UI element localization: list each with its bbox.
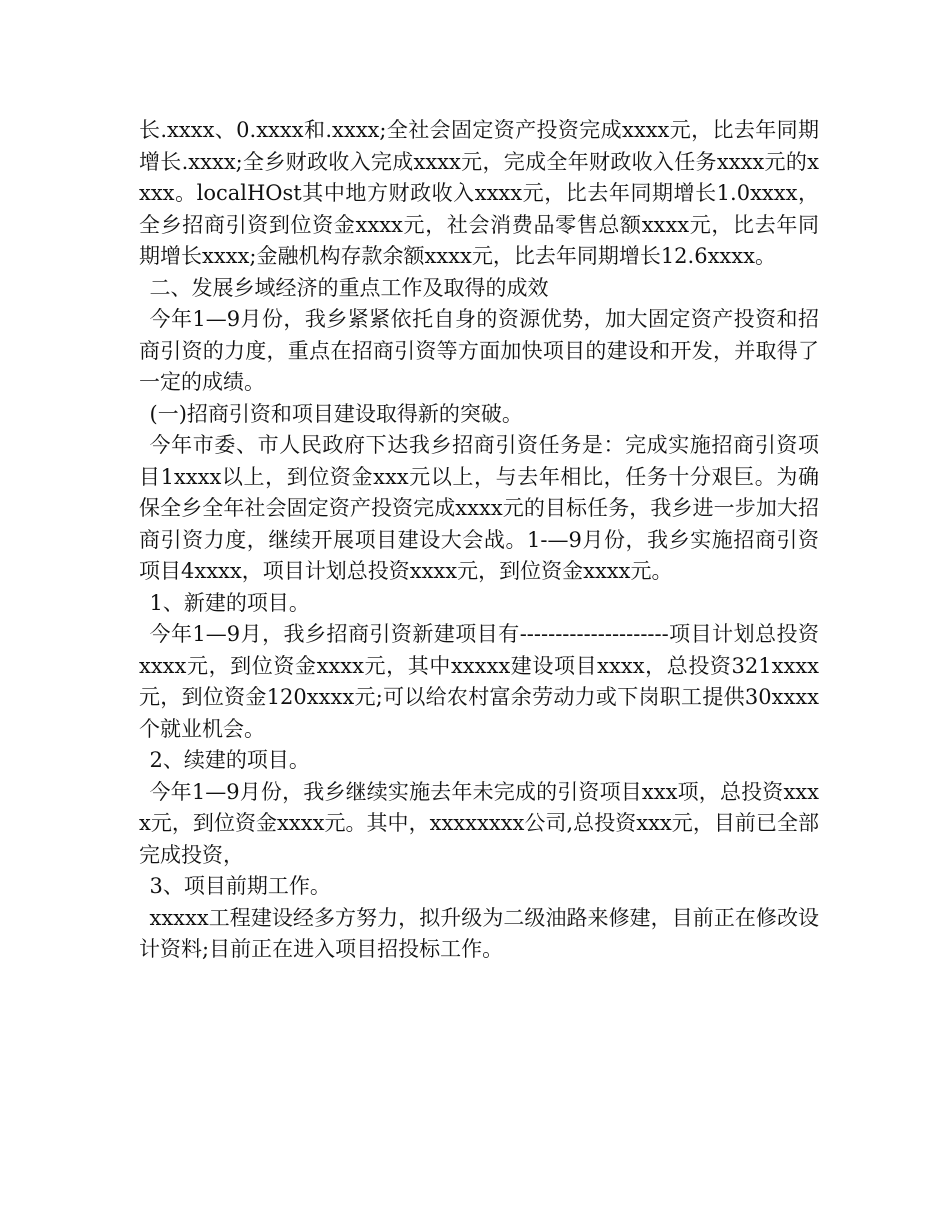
paragraph-overview: 今年1—9月份，我乡紧紧依托自身的资源优势，加大固定资产投资和招商引资的力度，重点在招商引资等方面加快项目的建设和开发，并取得了一定的成绩。 <box>139 307 819 394</box>
paragraph-preliminary-work: xxxxx工程建设经多方努力，拟升级为二级油路来修建，目前正在修改设计资料;目前正在进入项目招投标工作。 <box>139 905 819 961</box>
section-heading-key-work: 二、发展乡域经济的重点工作及取得的成效 <box>149 275 549 300</box>
document-page <box>139 115 819 966</box>
item-heading-preliminary-work: 3、项目前期工作。 <box>149 874 331 898</box>
subsection-heading-investment: (一)招商引资和项目建设取得新的突破。 <box>149 401 523 426</box>
item-heading-continued-projects: 2、续建的项目。 <box>149 748 310 772</box>
paragraph-economic-indicators: 长.xxxx、0.xxxx和.xxxx;全社会固定资产投资完成xxxx元，比去年同期增长.xxxx;全乡财政收入完成xxxx元，完成全年财政收入任务xxxx元的xxxx。localHOst其中地方财政收入xxxx元，比去年同期增长1.0xxxx，全乡招商引资到位资金xxxx元，社会消费品零售总额xxxx元，比去年同期增长xxxx;金融机构存款余额xxxx元，比去年同期增长12.6xxxx。 <box>139 118 819 268</box>
paragraph-new-projects: 今年1—9月，我乡招商引资新建项目有---------------------项目计划总投资xxxx元，到位资金xxxx元，其中xxxxx建设项目xxxx，总投资321xxxx元，到位资金120xxxx元;可以给农村富余劳动力或下岗职工提供30xxxx个就业机会。 <box>139 622 819 741</box>
paragraph-investment-tasks: 今年市委、市人民政府下达我乡招商引资任务是：完成实施招商引资项目1xxxx以上，到位资金xxx元以上，与去年相比，任务十分艰巨。为确保全乡全年社会固定资产投资完成xxxx元的目标任务，我乡进一步加大招商引资力度，继续开展项目建设大会战。1-—9月份，我乡实施招商引资项目4xxxx，项目计划总投资xxxx元，到位资金xxxx元。 <box>139 433 819 583</box>
item-heading-new-projects: 1、新建的项目。 <box>149 590 310 615</box>
paragraph-continued-projects: 今年1—9月份，我乡继续实施去年未完成的引资项目xxx项，总投资xxxx元，到位资金xxxx元。其中，xxxxxxxx公司,总投资xxx元，目前已全部完成投资， <box>139 779 819 867</box>
